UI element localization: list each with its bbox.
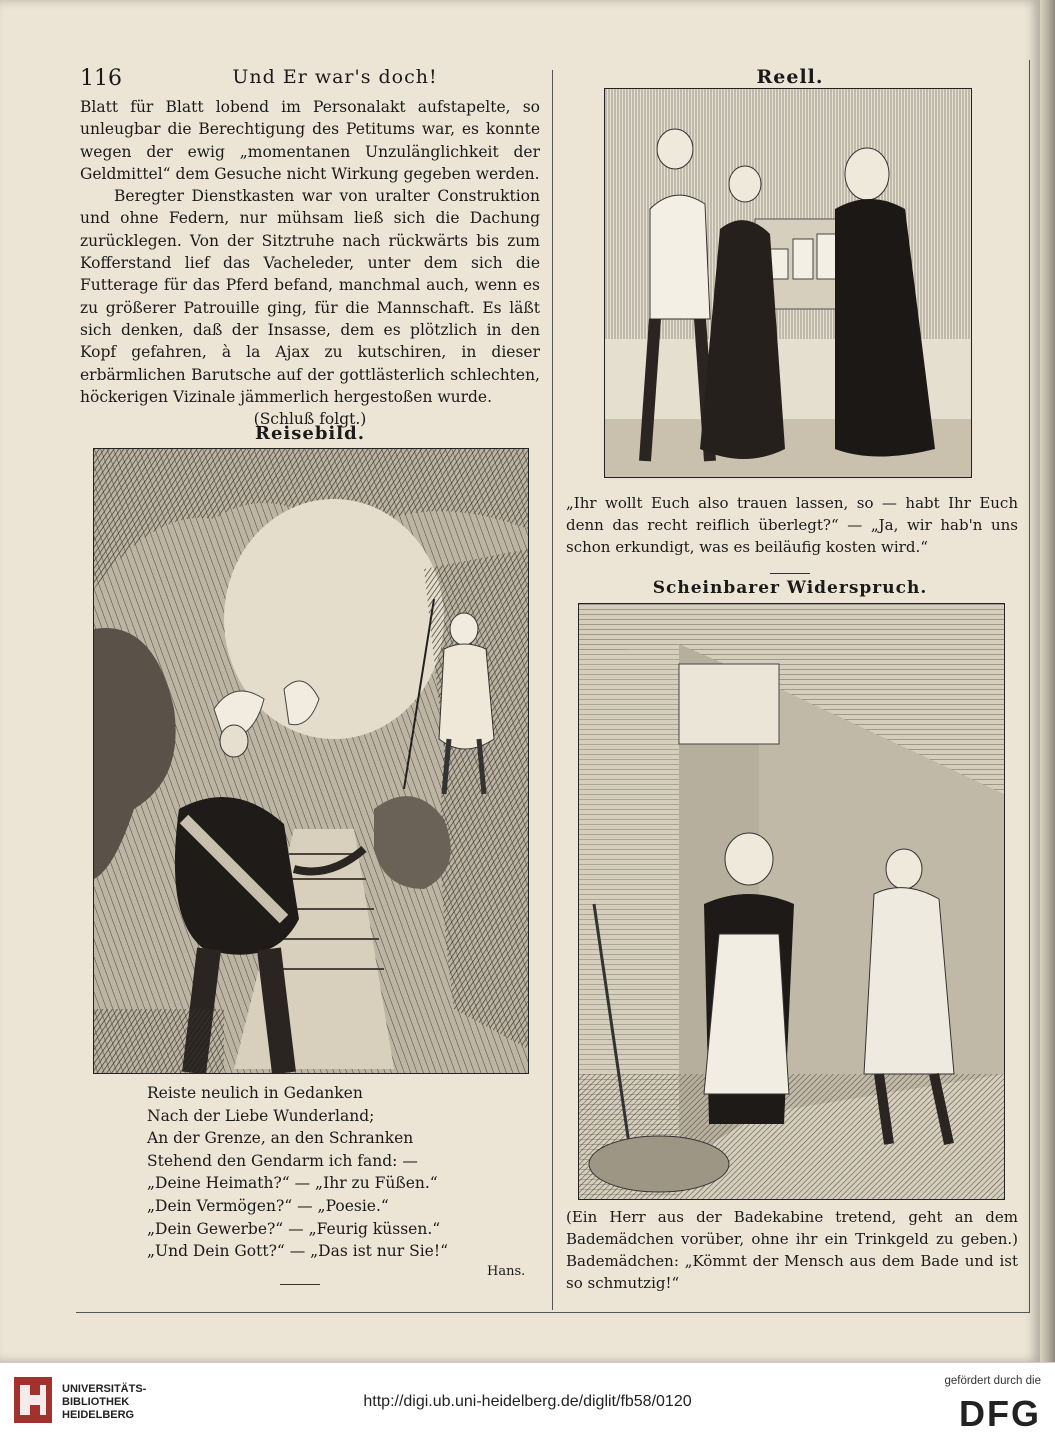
library-line: BIBLIOTHEK bbox=[62, 1396, 130, 1408]
reell-illustration bbox=[604, 88, 972, 478]
section-rule bbox=[770, 573, 810, 574]
poem-line: Stehend den Gendarm ich fand: — bbox=[147, 1151, 418, 1170]
widerspruch-title: Scheinbarer Widerspruch. bbox=[652, 578, 928, 598]
running-title: Und Er war's doch! bbox=[232, 66, 438, 88]
engraving-bath-maid-and-gentleman bbox=[579, 604, 1004, 1199]
engraving-traveler-and-cupid bbox=[94, 449, 528, 1073]
paragraph: Beregter Dienstkasten war von uralter Construktion und ohne Federn, nur mühsam ließ sich die Dachung zurücklegen. Von der Sitztruhe nach rückwärts bis zum Kofferstand lief das Vacheleder, unter dem sich die Futterage für das Pferd befand, manchmal auch, wenn es zu größerer Patrouille ging, für die Mannschaft. Es läßt sich denken, daß der Insasse, dem es plötzlich in den Kopf gefahren, à la Ajax zu kutschiren, in dieser erbärmlichen Barutsche auf der gottlästerlich schlechten, höckerigen Vizinale jämmerlich hergestoßen wurde. bbox=[80, 187, 540, 406]
dfg-logo: DFG bbox=[959, 1393, 1041, 1434]
reisebild-illustration bbox=[93, 448, 529, 1074]
reell-caption: „Ihr wollt Euch also trauen lassen, so — habt Ihr Euch denn das recht reiflich überlegt?“ — „Ja, wir hab'n uns schon erkundigt, was es beiläufig kosten wird.“ bbox=[566, 494, 1018, 556]
poem-line: „Und Dein Gott?“ — „Das ist nur Sie!“ bbox=[147, 1242, 449, 1261]
section-rule bbox=[280, 1284, 320, 1285]
funded-by-label: gefördert durch die bbox=[944, 1375, 1041, 1387]
poem bbox=[147, 1082, 448, 1263]
reisebild-title: Reisebild. bbox=[255, 423, 365, 444]
poem-line: „Dein Vermögen?“ — „Poesie.“ bbox=[147, 1196, 389, 1215]
engraving-couple-and-priest bbox=[605, 89, 971, 477]
continuation-text bbox=[80, 96, 540, 430]
closing-note: (Schluß folgt.) bbox=[253, 410, 367, 429]
library-line: UNIVERSITÄTS- bbox=[62, 1383, 147, 1395]
page-number: 116 bbox=[80, 66, 122, 91]
poem-line: „Deine Heimath?“ — „Ihr zu Füßen.“ bbox=[147, 1174, 438, 1193]
widerspruch-illustration bbox=[578, 603, 1005, 1200]
permalink-url[interactable]: http://digi.ub.uni-heidelberg.de/diglit/fb58/0120 bbox=[363, 1393, 692, 1410]
widerspruch-caption: (Ein Herr aus der Badekabine tretend, geht an dem Bademädchen vorüber, ohne ihr ein Trinkgeld zu geben.) Bademädchen: „Kömmt der Mensch aus dem Bade und ist so schmutzig!“ bbox=[566, 1208, 1018, 1292]
page-edge bbox=[1040, 0, 1055, 1362]
poem-line: „Dein Gewerbe?“ — „Feurig küssen.“ bbox=[147, 1219, 441, 1238]
poem-line: An der Grenze, an den Schranken bbox=[147, 1129, 414, 1148]
poem-line: Nach der Liebe Wunderland; bbox=[147, 1106, 375, 1125]
poem-line: Reiste neulich in Gedanken bbox=[147, 1084, 363, 1102]
viewer-footer bbox=[0, 1362, 1055, 1444]
poem-signature: Hans. bbox=[487, 1264, 526, 1279]
library-line: HEIDELBERG bbox=[62, 1409, 135, 1421]
reell-title: Reell. bbox=[756, 66, 824, 88]
paragraph: Blatt für Blatt lobend im Personalakt aufstapelte, so unleugbar die Berechtigung des Petitums war, es konnte wegen der ewig „momentanen Unzulänglichkeit der Geldmittel“ dem Gesuche nicht Wirkung gegeben werden. bbox=[80, 98, 540, 183]
column-divider bbox=[552, 70, 553, 1310]
